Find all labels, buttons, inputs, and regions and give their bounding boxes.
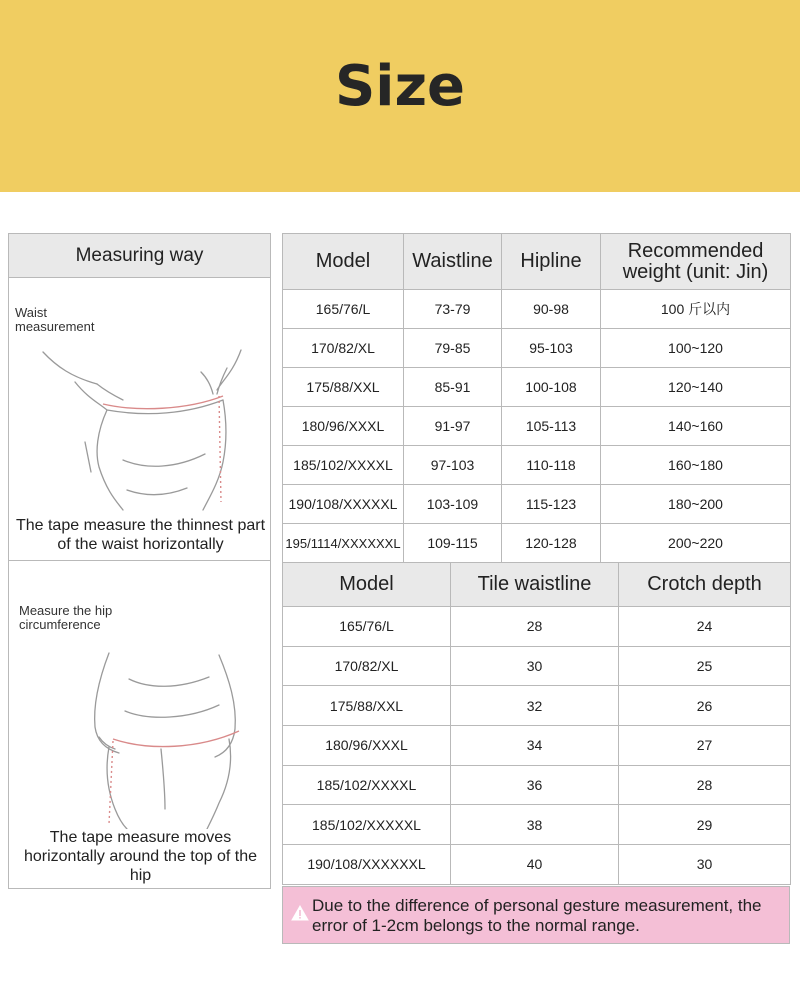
cell-waistline: 85-91 — [404, 368, 502, 407]
measuring-panel — [8, 233, 271, 889]
cell-hipline: 115-123 — [502, 485, 601, 524]
page-title: Size — [334, 54, 466, 119]
waist-measurement-illustration — [27, 342, 257, 512]
header-waistline: Waistline — [404, 234, 502, 290]
cell-model: 165/76/L — [283, 607, 451, 647]
table-row — [283, 845, 791, 885]
cell-weight: 100 斤以内 — [601, 290, 791, 329]
measuring-header: Measuring way — [9, 234, 270, 278]
cell-weight: 120~140 — [601, 368, 791, 407]
notice-text: Due to the difference of personal gesture measurement, the error of 1-2cm belongs to the normal range. — [312, 896, 762, 935]
table-row — [283, 765, 791, 805]
header-model: Model — [283, 563, 451, 607]
cell-hipline: 100-108 — [502, 368, 601, 407]
table-row — [283, 407, 791, 446]
cell-tile-waistline: 28 — [451, 607, 619, 647]
cell-weight: 140~160 — [601, 407, 791, 446]
measurement-notice — [282, 886, 790, 944]
table-row — [283, 805, 791, 845]
cell-model: 170/82/XL — [283, 329, 404, 368]
table-row — [283, 329, 791, 368]
hip-label: Measure the hip circumference — [19, 603, 113, 632]
cell-weight: 200~220 — [601, 524, 791, 563]
cell-waistline: 103-109 — [404, 485, 502, 524]
cell-waistline: 91-97 — [404, 407, 502, 446]
cell-hipline: 90-98 — [502, 290, 601, 329]
hip-caption: The tape measure moves horizontally around the top of the hip — [23, 829, 258, 884]
cell-hipline: 95-103 — [502, 329, 601, 368]
cell-tile-waistline: 36 — [451, 765, 619, 805]
cell-model: 185/102/XXXXXL — [283, 805, 451, 845]
table-row — [283, 646, 791, 686]
header-tile-waistline: Tile waistline — [451, 563, 619, 607]
cell-model: 190/108/XXXXXL — [283, 485, 404, 524]
crotch-table — [282, 562, 791, 885]
table-row — [283, 485, 791, 524]
cell-hipline: 110-118 — [502, 446, 601, 485]
header-hipline: Hipline — [502, 234, 601, 290]
title-banner — [0, 0, 800, 192]
cell-weight: 180~200 — [601, 485, 791, 524]
cell-waistline: 79-85 — [404, 329, 502, 368]
cell-hipline: 105-113 — [502, 407, 601, 446]
cell-model: 185/102/XXXXL — [283, 765, 451, 805]
cell-model: 165/76/L — [283, 290, 404, 329]
table-row — [283, 607, 791, 647]
cell-waistline: 109-115 — [404, 524, 502, 563]
table-row — [283, 726, 791, 766]
cell-model: 195/1114/XXXXXXL — [283, 524, 404, 563]
cell-tile-waistline: 38 — [451, 805, 619, 845]
cell-crotch-depth: 29 — [619, 805, 791, 845]
table-row — [283, 686, 791, 726]
cell-model: 180/96/XXXL — [283, 407, 404, 446]
cell-crotch-depth: 27 — [619, 726, 791, 766]
cell-crotch-depth: 28 — [619, 765, 791, 805]
table-row — [283, 368, 791, 407]
cell-model: 175/88/XXL — [283, 686, 451, 726]
size-table-header — [283, 234, 791, 290]
panel-divider — [9, 560, 270, 561]
cell-weight: 100~120 — [601, 329, 791, 368]
cell-crotch-depth: 30 — [619, 845, 791, 885]
crotch-table-header — [283, 563, 791, 607]
table-row — [283, 524, 791, 563]
cell-tile-waistline: 34 — [451, 726, 619, 766]
cell-crotch-depth: 26 — [619, 686, 791, 726]
waist-label: Waist measurement — [15, 305, 95, 334]
cell-waistline: 73-79 — [404, 290, 502, 329]
cell-hipline: 120-128 — [502, 524, 601, 563]
cell-tile-waistline: 30 — [451, 646, 619, 686]
size-table — [282, 233, 791, 563]
header-crotch-depth: Crotch depth — [619, 563, 791, 607]
table-row — [283, 446, 791, 485]
cell-model: 180/96/XXXL — [283, 726, 451, 766]
cell-tile-waistline: 40 — [451, 845, 619, 885]
header-recommended-weight: Recommended weight (unit: Jin) — [601, 234, 791, 290]
waist-caption: The tape measure the thinnest part of the waist horizontally — [15, 517, 266, 553]
cell-model: 190/108/XXXXXXL — [283, 845, 451, 885]
header-model: Model — [283, 234, 404, 290]
table-row — [283, 290, 791, 329]
cell-tile-waistline: 32 — [451, 686, 619, 726]
cell-crotch-depth: 25 — [619, 646, 791, 686]
hip-measurement-illustration — [69, 649, 259, 829]
cell-model: 185/102/XXXXL — [283, 446, 404, 485]
cell-model: 170/82/XL — [283, 646, 451, 686]
cell-weight: 160~180 — [601, 446, 791, 485]
warning-icon — [291, 905, 309, 921]
cell-waistline: 97-103 — [404, 446, 502, 485]
cell-crotch-depth: 24 — [619, 607, 791, 647]
cell-model: 175/88/XXL — [283, 368, 404, 407]
